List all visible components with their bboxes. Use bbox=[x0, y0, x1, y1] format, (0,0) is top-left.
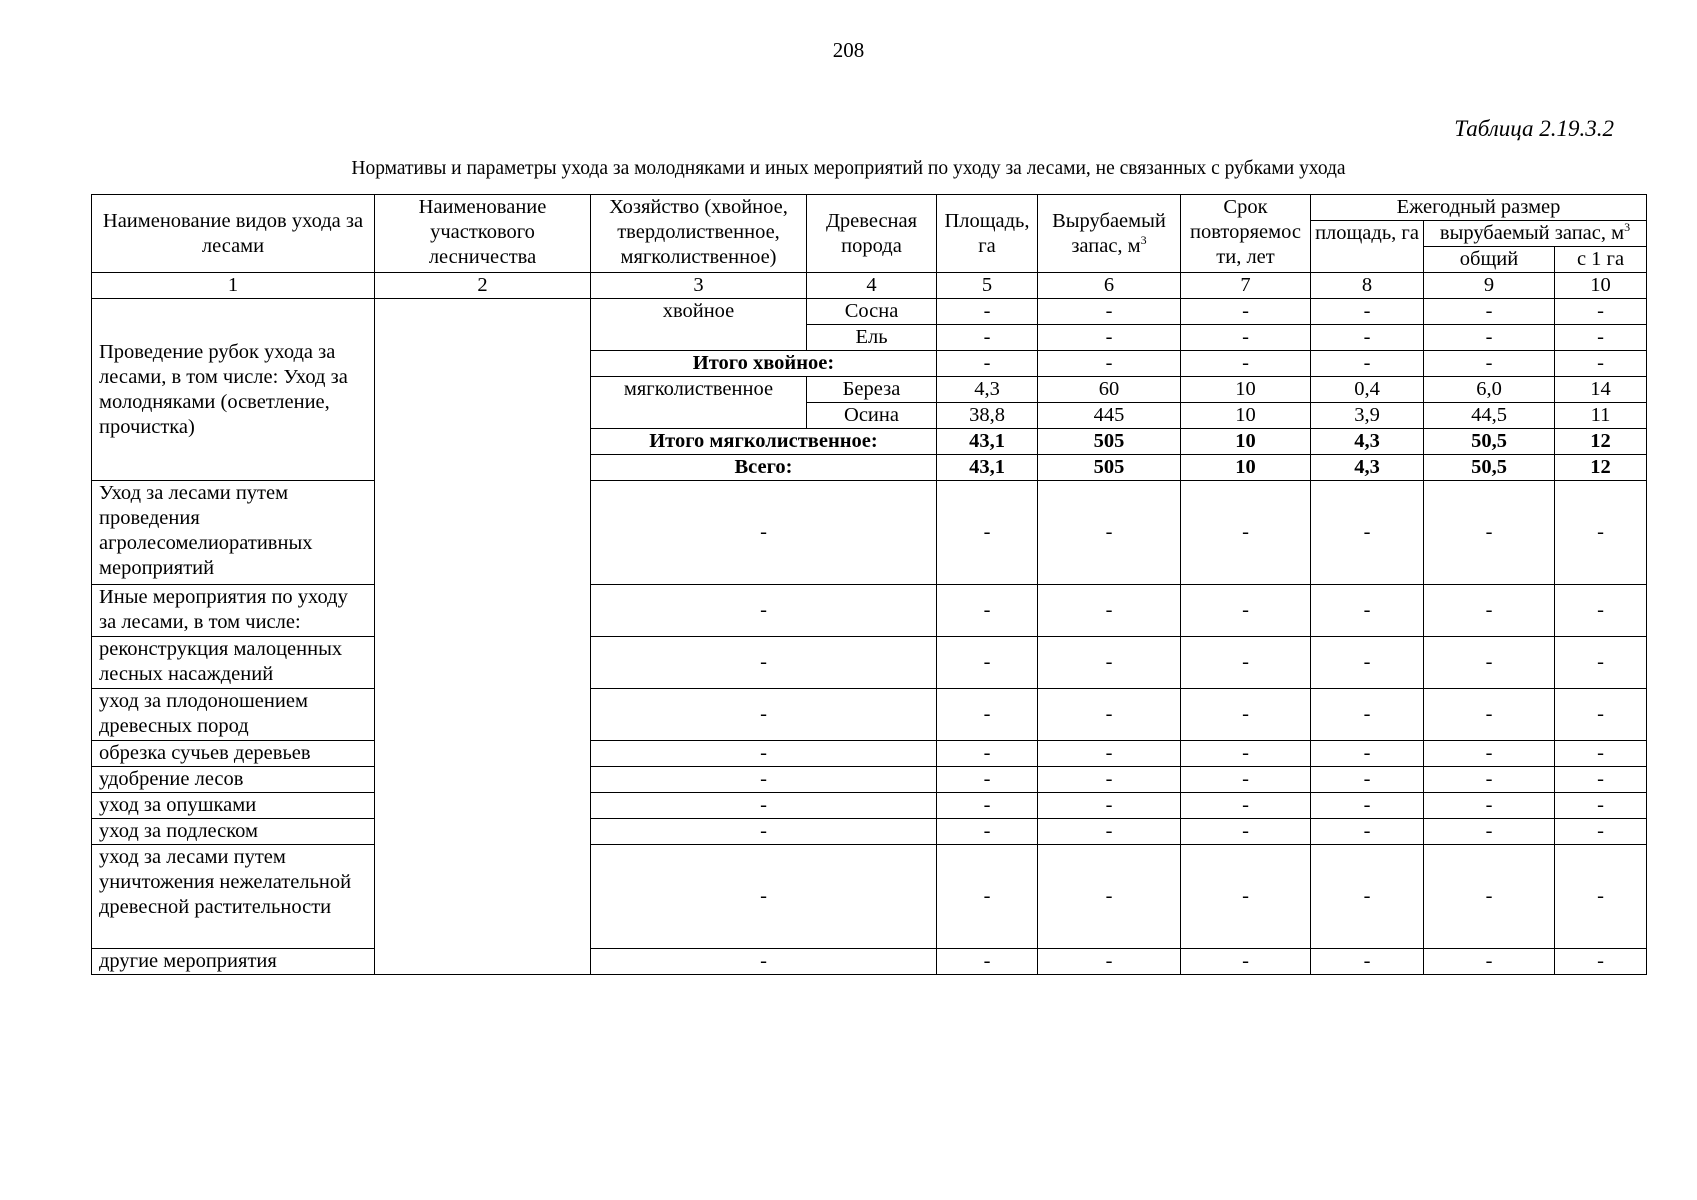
value-cell: - bbox=[1181, 819, 1311, 845]
value-cell: - bbox=[937, 325, 1038, 351]
value-cell: - bbox=[1555, 585, 1647, 637]
value-cell: - bbox=[1038, 637, 1181, 689]
value-cell: 445 bbox=[1038, 403, 1181, 429]
value-cell: - bbox=[937, 767, 1038, 793]
value-cell: 50,5 bbox=[1424, 455, 1555, 481]
value-cell: - bbox=[1038, 741, 1181, 767]
value-cell: - bbox=[1424, 949, 1555, 975]
value-cell: - bbox=[1311, 793, 1424, 819]
value-cell: - bbox=[1038, 793, 1181, 819]
value-cell: - bbox=[1311, 767, 1424, 793]
value-cell: - bbox=[1555, 767, 1647, 793]
value-cell: - bbox=[1038, 585, 1181, 637]
value-cell: - bbox=[1555, 819, 1647, 845]
value-cell: - bbox=[1038, 689, 1181, 741]
value-cell: - bbox=[1181, 689, 1311, 741]
value-cell: 3,9 bbox=[1311, 403, 1424, 429]
value-cell: - bbox=[937, 299, 1038, 325]
value-cell: - bbox=[937, 351, 1038, 377]
economy-coniferous: хвойное bbox=[591, 299, 807, 351]
value-cell: - bbox=[1181, 351, 1311, 377]
value-cell: - bbox=[937, 481, 1038, 585]
value-cell: - bbox=[1424, 351, 1555, 377]
value-cell: - bbox=[1555, 637, 1647, 689]
activity-name: Иные мероприятия по уходу за лесами, в том числе: bbox=[92, 585, 375, 637]
value-cell: - bbox=[1424, 299, 1555, 325]
economy-cell: - bbox=[591, 741, 937, 767]
activity-name: другие мероприятия bbox=[92, 949, 375, 975]
header-economy: Хозяйство (хвойное, твердолиственное, мягколиственное) bbox=[591, 195, 807, 273]
header-district: Наименование участкового лесничества bbox=[375, 195, 591, 273]
value-cell: 10 bbox=[1181, 455, 1311, 481]
value-cell: 4,3 bbox=[1311, 429, 1424, 455]
value-cell: - bbox=[1181, 949, 1311, 975]
value-cell: 10 bbox=[1181, 377, 1311, 403]
economy-cell: - bbox=[591, 793, 937, 819]
col-num: 7 bbox=[1181, 273, 1311, 299]
header-stock-text: Вырубаемый запас, м bbox=[1052, 209, 1166, 257]
value-cell: 10 bbox=[1181, 429, 1311, 455]
activity-name: уход за опушками bbox=[92, 793, 375, 819]
header-annual-stock-sup: 3 bbox=[1624, 220, 1631, 235]
value-cell: - bbox=[1181, 793, 1311, 819]
activity-name: уход за лесами путем уничтожения нежелательной древесной растительности bbox=[92, 845, 375, 949]
subtotal-coniferous-label: Итого хвойное: bbox=[591, 351, 937, 377]
value-cell: - bbox=[1555, 351, 1647, 377]
economy-cell: - bbox=[591, 845, 937, 949]
value-cell: - bbox=[1424, 819, 1555, 845]
value-cell: 14 bbox=[1555, 377, 1647, 403]
value-cell: - bbox=[1181, 637, 1311, 689]
value-cell: - bbox=[1038, 325, 1181, 351]
value-cell: - bbox=[1181, 585, 1311, 637]
value-cell: - bbox=[1555, 689, 1647, 741]
value-cell: - bbox=[1311, 949, 1424, 975]
value-cell: - bbox=[1181, 481, 1311, 585]
col-num: 4 bbox=[807, 273, 937, 299]
value-cell: - bbox=[1038, 819, 1181, 845]
value-cell: - bbox=[1424, 689, 1555, 741]
value-cell: - bbox=[937, 689, 1038, 741]
value-cell: - bbox=[1555, 741, 1647, 767]
value-cell: - bbox=[1555, 949, 1647, 975]
value-cell: - bbox=[1424, 793, 1555, 819]
value-cell: - bbox=[1555, 845, 1647, 949]
value-cell: 4,3 bbox=[1311, 455, 1424, 481]
forest-care-table bbox=[91, 194, 1647, 975]
col-num: 3 bbox=[591, 273, 807, 299]
value-cell: - bbox=[937, 637, 1038, 689]
value-cell: - bbox=[937, 793, 1038, 819]
value-cell: - bbox=[1424, 481, 1555, 585]
value-cell: - bbox=[1311, 741, 1424, 767]
value-cell: - bbox=[1424, 325, 1555, 351]
value-cell: 4,3 bbox=[937, 377, 1038, 403]
header-stock bbox=[1038, 195, 1181, 273]
value-cell: - bbox=[937, 741, 1038, 767]
value-cell: - bbox=[1555, 793, 1647, 819]
value-cell: - bbox=[1038, 299, 1181, 325]
header-annual: Ежегодный размер bbox=[1311, 195, 1647, 221]
economy-cell: - bbox=[591, 949, 937, 975]
economy-softwood: мягколиственное bbox=[591, 377, 807, 429]
value-cell: 12 bbox=[1555, 455, 1647, 481]
species-cell: Осина bbox=[807, 403, 937, 429]
col-num: 1 bbox=[92, 273, 375, 299]
total-label: Всего: bbox=[591, 455, 937, 481]
activity-name: уход за подлеском bbox=[92, 819, 375, 845]
value-cell: - bbox=[1424, 767, 1555, 793]
species-cell: Ель bbox=[807, 325, 937, 351]
value-cell: - bbox=[937, 585, 1038, 637]
economy-cell: - bbox=[591, 481, 937, 585]
value-cell: 11 bbox=[1555, 403, 1647, 429]
value-cell: 6,0 bbox=[1424, 377, 1555, 403]
value-cell: - bbox=[1181, 741, 1311, 767]
col-num: 9 bbox=[1424, 273, 1555, 299]
value-cell: - bbox=[1555, 481, 1647, 585]
value-cell: - bbox=[1038, 845, 1181, 949]
value-cell: 50,5 bbox=[1424, 429, 1555, 455]
header-annual-stock-text: вырубаемый запас, м bbox=[1439, 222, 1625, 244]
value-cell: - bbox=[1311, 299, 1424, 325]
table-id: Таблица 2.19.3.2 bbox=[1454, 116, 1614, 141]
col-num: 6 bbox=[1038, 273, 1181, 299]
header-area: Площадь, га bbox=[937, 195, 1038, 273]
value-cell: - bbox=[1181, 845, 1311, 949]
value-cell: 505 bbox=[1038, 429, 1181, 455]
value-cell: - bbox=[1181, 767, 1311, 793]
header-species: Древесная порода bbox=[807, 195, 937, 273]
economy-cell: - bbox=[591, 767, 937, 793]
value-cell: 43,1 bbox=[937, 455, 1038, 481]
value-cell: - bbox=[1311, 637, 1424, 689]
page-number: 208 bbox=[832, 38, 865, 62]
value-cell: 505 bbox=[1038, 455, 1181, 481]
value-cell: 44,5 bbox=[1424, 403, 1555, 429]
value-cell: - bbox=[1038, 949, 1181, 975]
species-cell: Сосна bbox=[807, 299, 937, 325]
value-cell: 12 bbox=[1555, 429, 1647, 455]
value-cell: - bbox=[1555, 325, 1647, 351]
value-cell: - bbox=[1424, 585, 1555, 637]
economy-cell: - bbox=[591, 819, 937, 845]
economy-cell: - bbox=[591, 585, 937, 637]
value-cell: - bbox=[1311, 585, 1424, 637]
header-care-type: Наименование видов ухода за лесами bbox=[92, 195, 375, 273]
group-thinning-label: Проведение рубок ухода за лесами, в том числе: Уход за молодняками (осветление, прочистка) bbox=[92, 299, 375, 481]
col-num: 2 bbox=[375, 273, 591, 299]
subtotal-softwood-label: Итого мягколиственное: bbox=[591, 429, 937, 455]
value-cell: - bbox=[1424, 741, 1555, 767]
value-cell: - bbox=[1038, 767, 1181, 793]
value-cell: - bbox=[1311, 481, 1424, 585]
header-annual-area: площадь, га bbox=[1311, 221, 1424, 273]
value-cell: - bbox=[1311, 819, 1424, 845]
economy-cell: - bbox=[591, 689, 937, 741]
header-period: Срок повторяемос ти, лет bbox=[1181, 195, 1311, 273]
activity-name: реконструкция малоценных лесных насаждений bbox=[92, 637, 375, 689]
value-cell: - bbox=[1038, 481, 1181, 585]
activity-name: удобрение лесов bbox=[92, 767, 375, 793]
activity-name: уход за плодоношением древесных пород bbox=[92, 689, 375, 741]
value-cell: - bbox=[1181, 299, 1311, 325]
value-cell: 43,1 bbox=[937, 429, 1038, 455]
value-cell: - bbox=[937, 819, 1038, 845]
value-cell: - bbox=[1424, 637, 1555, 689]
value-cell: - bbox=[1181, 325, 1311, 351]
activity-name: Уход за лесами путем проведения агролесомелиоративных мероприятий bbox=[92, 481, 375, 585]
col-num: 10 bbox=[1555, 273, 1647, 299]
value-cell: - bbox=[937, 949, 1038, 975]
activity-name: обрезка сучьев деревьев bbox=[92, 741, 375, 767]
value-cell: - bbox=[937, 845, 1038, 949]
value-cell: 38,8 bbox=[937, 403, 1038, 429]
header-stock-sup: 3 bbox=[1140, 232, 1147, 247]
col-num: 8 bbox=[1311, 273, 1424, 299]
district-cell bbox=[375, 299, 591, 975]
col-num: 5 bbox=[937, 273, 1038, 299]
header-total: общий bbox=[1424, 247, 1555, 273]
header-per-ha: с 1 га bbox=[1555, 247, 1647, 273]
value-cell: 10 bbox=[1181, 403, 1311, 429]
species-cell: Береза bbox=[807, 377, 937, 403]
value-cell: - bbox=[1311, 325, 1424, 351]
value-cell: - bbox=[1038, 351, 1181, 377]
value-cell: - bbox=[1311, 689, 1424, 741]
header-annual-stock bbox=[1424, 221, 1647, 247]
table-caption: Нормативы и параметры ухода за молодняками и иных мероприятий по уходу за лесами, не связанных с рубками ухода bbox=[351, 158, 1346, 179]
value-cell: - bbox=[1424, 845, 1555, 949]
value-cell: - bbox=[1311, 845, 1424, 949]
value-cell: - bbox=[1555, 299, 1647, 325]
value-cell: - bbox=[1311, 351, 1424, 377]
economy-cell: - bbox=[591, 637, 937, 689]
value-cell: 0,4 bbox=[1311, 377, 1424, 403]
value-cell: 60 bbox=[1038, 377, 1181, 403]
